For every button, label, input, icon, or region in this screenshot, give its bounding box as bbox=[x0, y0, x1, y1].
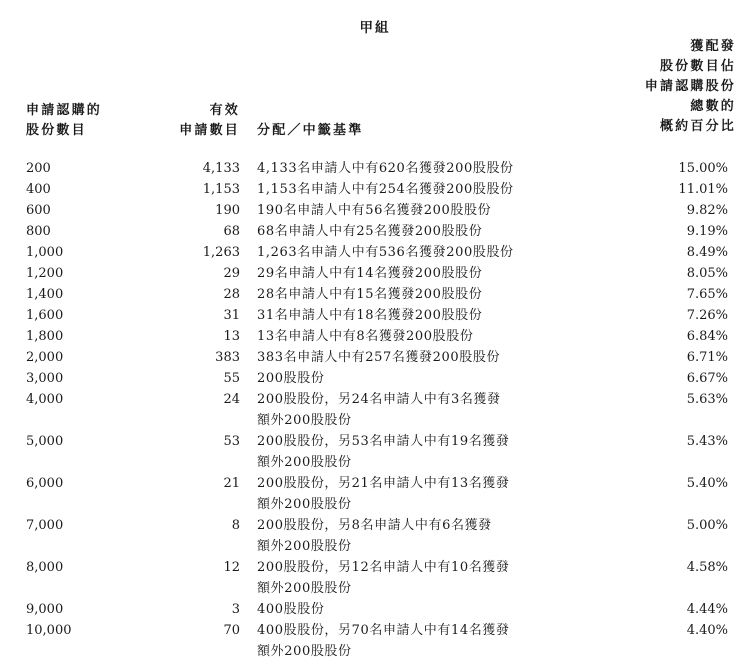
cell-shares-applied: 400 bbox=[26, 182, 51, 197]
cell-allocation-basis bbox=[257, 326, 557, 347]
cell-allocation-basis bbox=[257, 599, 557, 620]
header-allocation-basis bbox=[257, 121, 363, 141]
cell-shares-applied: 1,800 bbox=[26, 329, 64, 344]
cell-valid-applications: 29 bbox=[223, 266, 240, 281]
cell-allotted-percentage: 5.63% bbox=[686, 392, 728, 407]
cell-valid-applications: 53 bbox=[223, 434, 240, 449]
cell-basis-line: 400股股份 bbox=[257, 602, 325, 617]
cell-basis-line: 額外200股股份 bbox=[257, 539, 352, 554]
cell-shares-applied: 200 bbox=[26, 161, 51, 176]
cell-basis-line: 額外200股股份 bbox=[257, 413, 352, 428]
cell-valid-applications: 3 bbox=[231, 602, 240, 617]
cell-shares-applied: 4,000 bbox=[26, 392, 64, 407]
allotment-table-body bbox=[0, 158, 750, 662]
table-row bbox=[0, 263, 750, 284]
header-shares-line: 申請認購的 bbox=[26, 103, 103, 118]
cell-shares-applied: 1,200 bbox=[26, 266, 64, 281]
cell-basis-line: 額外200股股份 bbox=[257, 497, 352, 512]
table-row bbox=[0, 284, 750, 305]
header-valid-line: 申請數目 bbox=[179, 123, 240, 138]
table-row bbox=[0, 515, 750, 557]
cell-basis-line: 額外200股股份 bbox=[257, 644, 352, 659]
header-allotted-percentage bbox=[645, 37, 736, 137]
cell-shares-applied: 3,000 bbox=[26, 371, 64, 386]
cell-shares-applied: 2,000 bbox=[26, 350, 64, 365]
cell-allotted-percentage: 9.19% bbox=[686, 224, 728, 239]
table-row bbox=[0, 557, 750, 599]
table-row bbox=[0, 473, 750, 515]
cell-basis-line: 200股股份，另12名申請人中有10名獲發 bbox=[257, 560, 510, 575]
table-row bbox=[0, 347, 750, 368]
cell-allocation-basis bbox=[257, 200, 557, 221]
cell-allotted-percentage: 4.40% bbox=[686, 623, 728, 638]
cell-valid-applications: 4,133 bbox=[202, 161, 240, 176]
cell-basis-line: 200股股份 bbox=[257, 371, 325, 386]
cell-shares-applied: 10,000 bbox=[26, 623, 72, 638]
table-row bbox=[0, 242, 750, 263]
cell-allotted-percentage: 4.58% bbox=[686, 560, 728, 575]
cell-allotted-percentage: 6.67% bbox=[686, 371, 728, 386]
cell-allocation-basis bbox=[257, 242, 557, 263]
cell-allotted-percentage: 5.00% bbox=[686, 518, 728, 533]
cell-valid-applications: 70 bbox=[223, 623, 240, 638]
cell-basis-line: 1,153名申請人中有254名獲發200股股份 bbox=[257, 182, 514, 197]
table-row bbox=[0, 221, 750, 242]
table-row bbox=[0, 179, 750, 200]
cell-shares-applied: 1,600 bbox=[26, 308, 64, 323]
cell-allocation-basis bbox=[257, 515, 557, 557]
cell-shares-applied: 1,400 bbox=[26, 287, 64, 302]
cell-allocation-basis bbox=[257, 347, 557, 368]
cell-allocation-basis bbox=[257, 263, 557, 284]
table-row bbox=[0, 200, 750, 221]
cell-valid-applications: 190 bbox=[215, 203, 240, 218]
cell-allotted-percentage: 6.71% bbox=[686, 350, 728, 365]
cell-allocation-basis bbox=[257, 557, 557, 599]
cell-shares-applied: 800 bbox=[26, 224, 51, 239]
header-basis-line: 分配／中籤基準 bbox=[257, 123, 364, 138]
cell-basis-line: 1,263名申請人中有536名獲發200股股份 bbox=[257, 245, 514, 260]
header-pct-line: 股份數目佔 bbox=[659, 59, 736, 74]
cell-allotted-percentage: 8.05% bbox=[686, 266, 728, 281]
cell-valid-applications: 8 bbox=[231, 518, 240, 533]
page-title: 甲組 bbox=[359, 20, 391, 36]
cell-allocation-basis bbox=[257, 221, 557, 242]
cell-valid-applications: 55 bbox=[223, 371, 240, 386]
cell-shares-applied: 1,000 bbox=[26, 245, 64, 260]
table-row bbox=[0, 599, 750, 620]
cell-basis-line: 13名申請人中有8名獲發200股股份 bbox=[257, 329, 474, 344]
cell-basis-line: 200股股份，另8名申請人中有6名獲發 bbox=[257, 518, 492, 533]
cell-basis-line: 400股股份，另70名申請人中有14名獲發 bbox=[257, 623, 510, 638]
cell-allotted-percentage: 11.01% bbox=[678, 182, 728, 197]
cell-allocation-basis bbox=[257, 389, 557, 431]
cell-basis-line: 383名申請人中有257名獲發200股股份 bbox=[257, 350, 501, 365]
cell-valid-applications: 68 bbox=[223, 224, 240, 239]
cell-basis-line: 29名申請人中有14名獲發200股股份 bbox=[257, 266, 483, 281]
table-row bbox=[0, 389, 750, 431]
cell-valid-applications: 31 bbox=[223, 308, 240, 323]
cell-allotted-percentage: 7.65% bbox=[686, 287, 728, 302]
header-valid-line: 有效 bbox=[209, 103, 240, 118]
header-valid-applications bbox=[179, 101, 240, 141]
cell-allocation-basis bbox=[257, 368, 557, 389]
cell-allocation-basis bbox=[257, 620, 557, 662]
cell-allotted-percentage: 5.43% bbox=[686, 434, 728, 449]
cell-valid-applications: 12 bbox=[223, 560, 240, 575]
table-row bbox=[0, 620, 750, 662]
cell-shares-applied: 9,000 bbox=[26, 602, 64, 617]
table-row bbox=[0, 158, 750, 179]
cell-basis-line: 31名申請人中有18名獲發200股股份 bbox=[257, 308, 483, 323]
cell-allocation-basis bbox=[257, 473, 557, 515]
cell-basis-line: 200股股份，另24名申請人中有3名獲發 bbox=[257, 392, 501, 407]
cell-allotted-percentage: 15.00% bbox=[678, 161, 728, 176]
cell-basis-line: 4,133名申請人中有620名獲發200股股份 bbox=[257, 161, 514, 176]
header-pct-line: 獲配發 bbox=[690, 39, 736, 54]
cell-basis-line: 200股股份，另53名申請人中有19名獲發 bbox=[257, 434, 510, 449]
cell-shares-applied: 600 bbox=[26, 203, 51, 218]
cell-allocation-basis bbox=[257, 284, 557, 305]
cell-valid-applications: 21 bbox=[223, 476, 240, 491]
cell-allotted-percentage: 4.44% bbox=[686, 602, 728, 617]
header-shares-applied bbox=[26, 101, 102, 141]
cell-shares-applied: 6,000 bbox=[26, 476, 64, 491]
cell-allotted-percentage: 8.49% bbox=[686, 245, 728, 260]
header-pct-line: 申請認購股份 bbox=[644, 79, 736, 94]
cell-valid-applications: 13 bbox=[223, 329, 240, 344]
table-row bbox=[0, 326, 750, 347]
cell-valid-applications: 28 bbox=[223, 287, 240, 302]
cell-allocation-basis bbox=[257, 158, 557, 179]
cell-valid-applications: 1,263 bbox=[202, 245, 240, 260]
cell-allocation-basis bbox=[257, 179, 557, 200]
cell-basis-line: 額外200股股份 bbox=[257, 455, 352, 470]
cell-shares-applied: 7,000 bbox=[26, 518, 64, 533]
cell-basis-line: 190名申請人中有56名獲發200股股份 bbox=[257, 203, 492, 218]
cell-basis-line: 額外200股股份 bbox=[257, 581, 352, 596]
table-row bbox=[0, 368, 750, 389]
cell-allotted-percentage: 7.26% bbox=[686, 308, 728, 323]
cell-basis-line: 28名申請人中有15名獲發200股股份 bbox=[257, 287, 483, 302]
header-shares-line: 股份數目 bbox=[26, 123, 87, 138]
cell-shares-applied: 8,000 bbox=[26, 560, 64, 575]
table-row bbox=[0, 305, 750, 326]
cell-valid-applications: 1,153 bbox=[202, 182, 240, 197]
header-pct-line: 總數的 bbox=[690, 99, 736, 114]
cell-shares-applied: 5,000 bbox=[26, 434, 64, 449]
cell-allotted-percentage: 6.84% bbox=[686, 329, 728, 344]
cell-basis-line: 200股股份，另21名申請人中有13名獲發 bbox=[257, 476, 510, 491]
cell-allotted-percentage: 5.40% bbox=[686, 476, 728, 491]
cell-allotted-percentage: 9.82% bbox=[686, 203, 728, 218]
header-pct-line: 概約百分比 bbox=[659, 119, 736, 134]
cell-allocation-basis bbox=[257, 305, 557, 326]
cell-allocation-basis bbox=[257, 431, 557, 473]
cell-valid-applications: 24 bbox=[223, 392, 240, 407]
cell-valid-applications: 383 bbox=[215, 350, 240, 365]
table-row bbox=[0, 431, 750, 473]
cell-basis-line: 68名申請人中有25名獲發200股股份 bbox=[257, 224, 483, 239]
